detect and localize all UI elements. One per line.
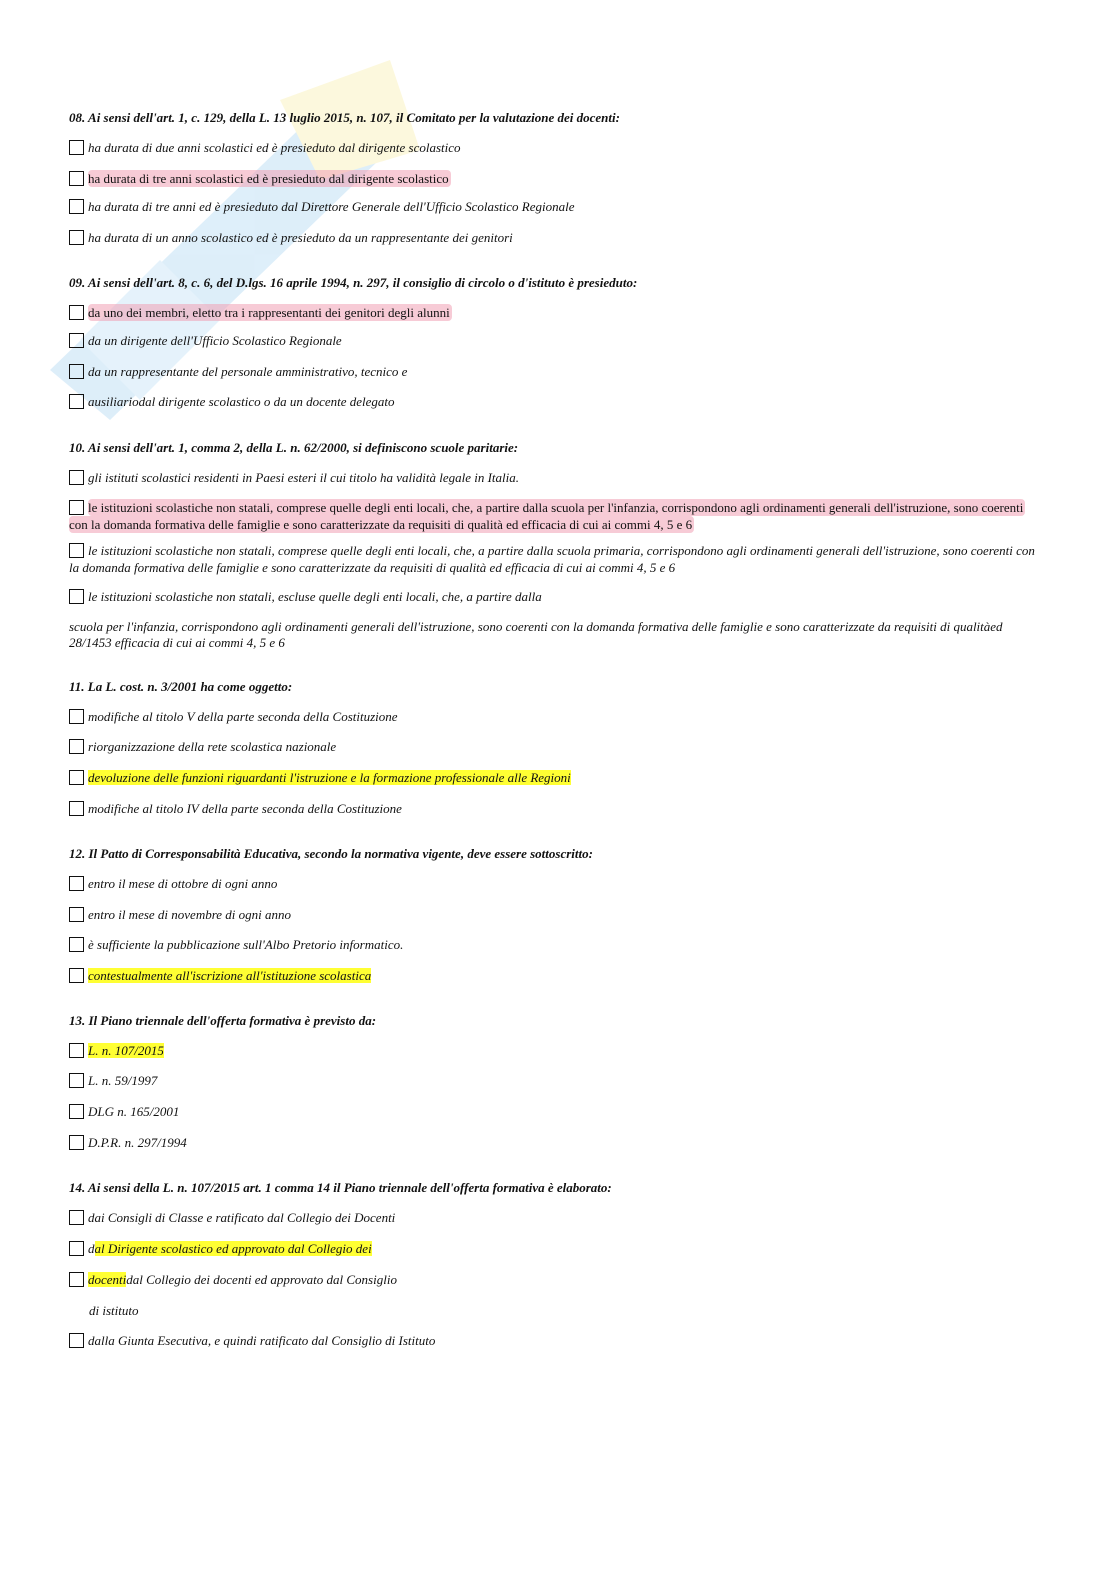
- question-12-title: 12. Il Patto di Corresponsabilità Educativa, secondo la normativa vigente, deve essere sottoscritto:: [69, 846, 593, 861]
- q14-option-c[interactable]: docentidal Collegio dei docenti ed approvato dal Consiglio: [69, 1271, 1057, 1288]
- checkbox[interactable]: [69, 1272, 84, 1287]
- checkbox[interactable]: [69, 907, 84, 922]
- q11-option-d[interactable]: modifiche al titolo IV della parte seconda della Costituzione: [69, 800, 1057, 817]
- q10-option-a[interactable]: gli istituti scolastici residenti in Paesi esteri il cui titolo ha validità legale in Italia.: [69, 469, 1057, 486]
- checkbox[interactable]: [69, 801, 84, 816]
- checkbox[interactable]: [69, 1135, 84, 1150]
- checkbox[interactable]: [69, 171, 84, 186]
- q11-option-c[interactable]: devoluzione delle funzioni riguardanti l'istruzione e la formazione professionale alle Regioni: [69, 769, 1057, 786]
- checkbox[interactable]: [69, 1073, 84, 1088]
- q13-option-d[interactable]: D.P.R. n. 297/1994: [69, 1134, 1057, 1151]
- q08-option-c[interactable]: ha durata di tre anni ed è presieduto dal Direttore Generale dell'Ufficio Scolastico Regionale: [69, 198, 1057, 215]
- checkbox[interactable]: [69, 333, 84, 348]
- question-13-title: 13. Il Piano triennale dell'offerta formativa è previsto da:: [69, 1013, 377, 1028]
- q10-option-b[interactable]: le istituzioni scolastiche non statali, comprese quelle degli enti locali, che, a partire dalla scuola per l'infanzia, corrispondono agli ordinamenti generali dell'istruzione, sono coerenti con la domanda formativa delle famiglie e sono caratterizzate da requisiti di qualità ed efficacia di cui ai commi 4, 5 e 6: [69, 500, 1024, 532]
- checkbox[interactable]: [69, 199, 84, 214]
- q08-option-b[interactable]: ha durata di tre anni scolastici ed è presieduto dal dirigente scolastico: [69, 170, 1057, 187]
- q13-option-a[interactable]: L. n. 107/2015: [69, 1042, 1057, 1059]
- checkbox[interactable]: [69, 230, 84, 245]
- q11-option-b[interactable]: riorganizzazione della rete scolastica nazionale: [69, 738, 1057, 755]
- checkbox[interactable]: [69, 500, 84, 515]
- q08-option-d[interactable]: ha durata di un anno scolastico ed è presieduto da un rappresentante dei genitori: [69, 229, 1057, 246]
- q12-option-c[interactable]: è sufficiente la pubblicazione sull'Albo Pretorio informatico.: [69, 936, 1057, 953]
- q11-option-a[interactable]: modifiche al titolo V della parte seconda della Costituzione: [69, 708, 1057, 725]
- checkbox[interactable]: [69, 1241, 84, 1256]
- q09-option-d[interactable]: ausiliariodal dirigente scolastico o da un docente delegato: [69, 393, 1057, 410]
- checkbox[interactable]: [69, 394, 84, 409]
- q09-option-c[interactable]: da un rappresentante del personale amministrativo, tecnico e: [69, 363, 1057, 380]
- question-11-title: 11. La L. cost. n. 3/2001 ha come oggetto:: [69, 679, 293, 694]
- q14-option-d[interactable]: dalla Giunta Esecutiva, e quindi ratificato dal Consiglio di Istituto: [69, 1332, 1057, 1349]
- checkbox[interactable]: [69, 709, 84, 724]
- question-08-title: 08. Ai sensi dell'art. 1, c. 129, della L. 13 luglio 2015, n. 107, il Comitato per la valutazione dei docenti:: [69, 110, 620, 125]
- q08-option-a[interactable]: ha durata di due anni scolastici ed è presieduto dal dirigente scolastico: [69, 139, 1057, 156]
- checkbox[interactable]: [69, 1210, 84, 1225]
- q12-option-a[interactable]: entro il mese di ottobre di ogni anno: [69, 875, 1057, 892]
- checkbox[interactable]: [69, 589, 84, 604]
- q13-option-b[interactable]: L. n. 59/1997: [69, 1072, 1057, 1089]
- checkbox[interactable]: [69, 543, 84, 558]
- question-14-title: 14. Ai sensi della L. n. 107/2015 art. 1 comma 14 il Piano triennale dell'offerta formativa è elaborato:: [69, 1180, 612, 1195]
- q12-option-b[interactable]: entro il mese di novembre di ogni anno: [69, 906, 1057, 923]
- q14-option-a[interactable]: dai Consigli di Classe e ratificato dal Collegio dei Docenti: [69, 1209, 1057, 1226]
- q14-option-b[interactable]: dal Dirigente scolastico ed approvato dal Collegio dei: [69, 1240, 1057, 1257]
- checkbox[interactable]: [69, 876, 84, 891]
- checkbox[interactable]: [69, 937, 84, 952]
- checkbox[interactable]: [69, 140, 84, 155]
- q10-option-d-continuation: scuola per l'infanzia, corrispondono agli ordinamenti generali dell'istruzione, sono coerenti con la domanda formativa delle famiglie e sono caratterizzate da requisiti di qualitàed 28/1453 efficacia di cui ai commi 4, 5 e 6: [69, 619, 1003, 650]
- q10-option-c[interactable]: le istituzioni scolastiche non statali, comprese quelle degli enti locali, che, a partire dalla scuola primaria, corrispondono agli ordinamenti generali dell'istruzione, sono coerenti con la domanda formativa delle famiglie e sono caratterizzate da requisiti di qualità ed efficacia di cui ai commi 4, 5 e 6: [69, 543, 1035, 575]
- q14-option-c-continuation: di istituto: [89, 1303, 139, 1318]
- checkbox[interactable]: [69, 770, 84, 785]
- checkbox[interactable]: [69, 1104, 84, 1119]
- q10-option-d[interactable]: le istituzioni scolastiche non statali, escluse quelle degli enti locali, che, a partire dalla: [69, 588, 1057, 605]
- checkbox[interactable]: [69, 1333, 84, 1348]
- q09-option-a[interactable]: da uno dei membri, eletto tra i rappresentanti dei genitori degli alunni: [69, 304, 1057, 321]
- q09-option-b[interactable]: da un dirigente dell'Ufficio Scolastico Regionale: [69, 332, 1057, 349]
- q13-option-c[interactable]: DLG n. 165/2001: [69, 1103, 1057, 1120]
- checkbox[interactable]: [69, 364, 84, 379]
- question-09-title: 09. Ai sensi dell'art. 8, c. 6, del D.lgs. 16 aprile 1994, n. 297, il consiglio di circolo o d'istituto è presieduto:: [69, 275, 638, 290]
- checkbox[interactable]: [69, 1043, 84, 1058]
- question-10-title: 10. Ai sensi dell'art. 1, comma 2, della L. n. 62/2000, si definiscono scuole paritarie:: [69, 440, 519, 455]
- checkbox[interactable]: [69, 968, 84, 983]
- checkbox[interactable]: [69, 470, 84, 485]
- q12-option-d[interactable]: contestualmente all'iscrizione all'istituzione scolastica: [69, 967, 1057, 984]
- checkbox[interactable]: [69, 305, 84, 320]
- checkbox[interactable]: [69, 739, 84, 754]
